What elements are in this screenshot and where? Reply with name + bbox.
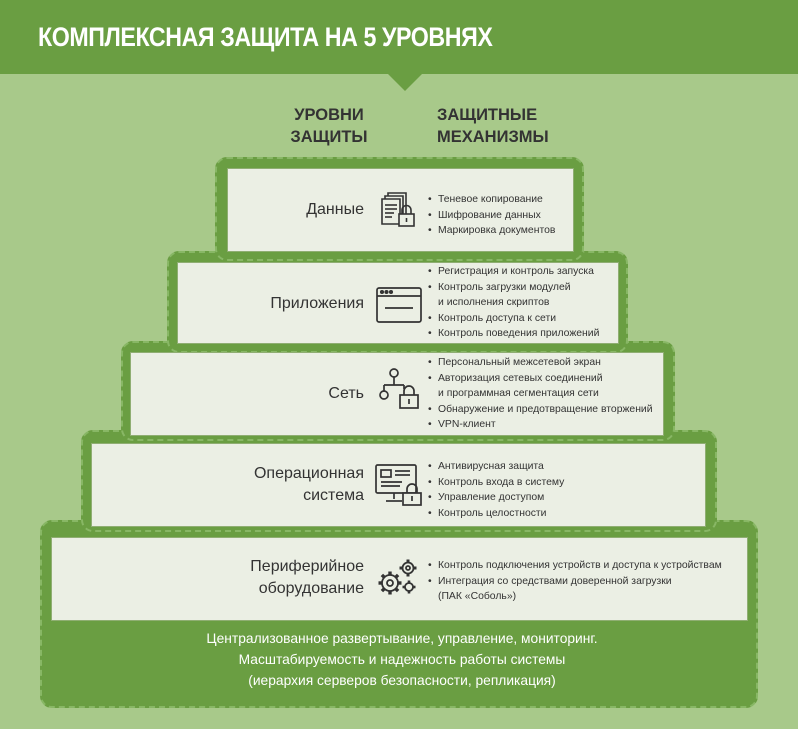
levels-heading-line: УРОВНИ [294,106,364,124]
level-name-line: Сеть [328,385,364,402]
footer-line: (иерархия серверов безопасности, репликация) [248,673,556,688]
mechanism-item: • Контроль входа в систему [428,475,564,491]
mechanism-item: • Контроль целостности [428,506,564,522]
mechanisms-list-applications [428,264,599,342]
mechanisms-list-network [428,355,653,433]
level-name-applications [220,293,364,315]
levels-column-heading [286,104,372,148]
level-name-line: оборудование [258,580,364,597]
mechanisms-list-os [428,459,564,521]
monitor-lock-icon [374,463,424,507]
mechanism-item: • Обнаружение и предотвращение вторжений [428,402,653,418]
level-name-network [240,383,364,405]
mechanism-item: • Контроль подключения устройств и доступа к устройствам [428,558,722,574]
footer-line: Централизованное развертывание, управление, мониторинг. [206,631,598,646]
level-name-os [200,463,364,507]
page-title: КОМПЛЕКСНАЯ ЗАЩИТА НА 5 УРОВНЯХ [38,22,493,52]
mechanisms-list-peripheral [428,558,722,605]
mechanism-item: • Теневое копирование [428,192,555,208]
documents-lock-icon [378,190,418,230]
mechanism-item: • Маркировка документов [428,223,555,239]
mechanism-item: • Персональный межсетевой экран [428,355,653,371]
mechanism-item: • Контроль поведения приложений [428,326,599,342]
mechanism-item: • Регистрация и контроль запуска [428,264,599,280]
level-name-line: Периферийное [250,558,364,575]
mechanism-item: • Контроль загрузки модулей [428,280,599,296]
mechanism-item: • Авторизация сетевых соединений [428,371,653,387]
mechanisms-column-heading [437,104,549,148]
mechanism-item: • Управление доступом [428,490,564,506]
mechanism-item-continuation: и программная сегментация сети [438,388,599,399]
header-pointer [388,74,422,91]
levels-heading-line: ЗАЩИТЫ [290,128,368,146]
mechanism-item: • VPN-клиент [428,417,653,433]
mechanism-item: • Шифрование данных [428,208,555,224]
footer-description [48,628,756,691]
header-bar [0,0,798,74]
mechanism-item-continuation: и исполнения скриптов [438,297,550,308]
level-name-line: Операционная [253,465,364,482]
mechanisms-heading-line: ЗАЩИТНЫЕ [437,106,538,124]
mechanism-item: • Антивирусная защита [428,459,564,475]
footer-line: Масштабируемость и надежность работы системы [238,652,566,667]
mechanisms-list-data [428,192,555,239]
mechanism-item-continuation: (ПАК «Соболь») [438,591,517,602]
level-name-data [240,199,364,221]
level-name-line: Приложения [270,295,364,312]
gears-icon [375,556,421,600]
mechanisms-heading-line: МЕХАНИЗМЫ [437,128,549,146]
level-name-line: Данные [306,201,364,218]
level-name-peripheral [180,556,364,600]
mechanism-item: • Контроль доступа к сети [428,311,599,327]
mechanism-item: • Интеграция со средствами доверенной загрузки [428,574,722,590]
network-lock-icon [374,367,422,411]
application-window-icon [375,286,423,324]
level-name-line: система [303,487,364,504]
